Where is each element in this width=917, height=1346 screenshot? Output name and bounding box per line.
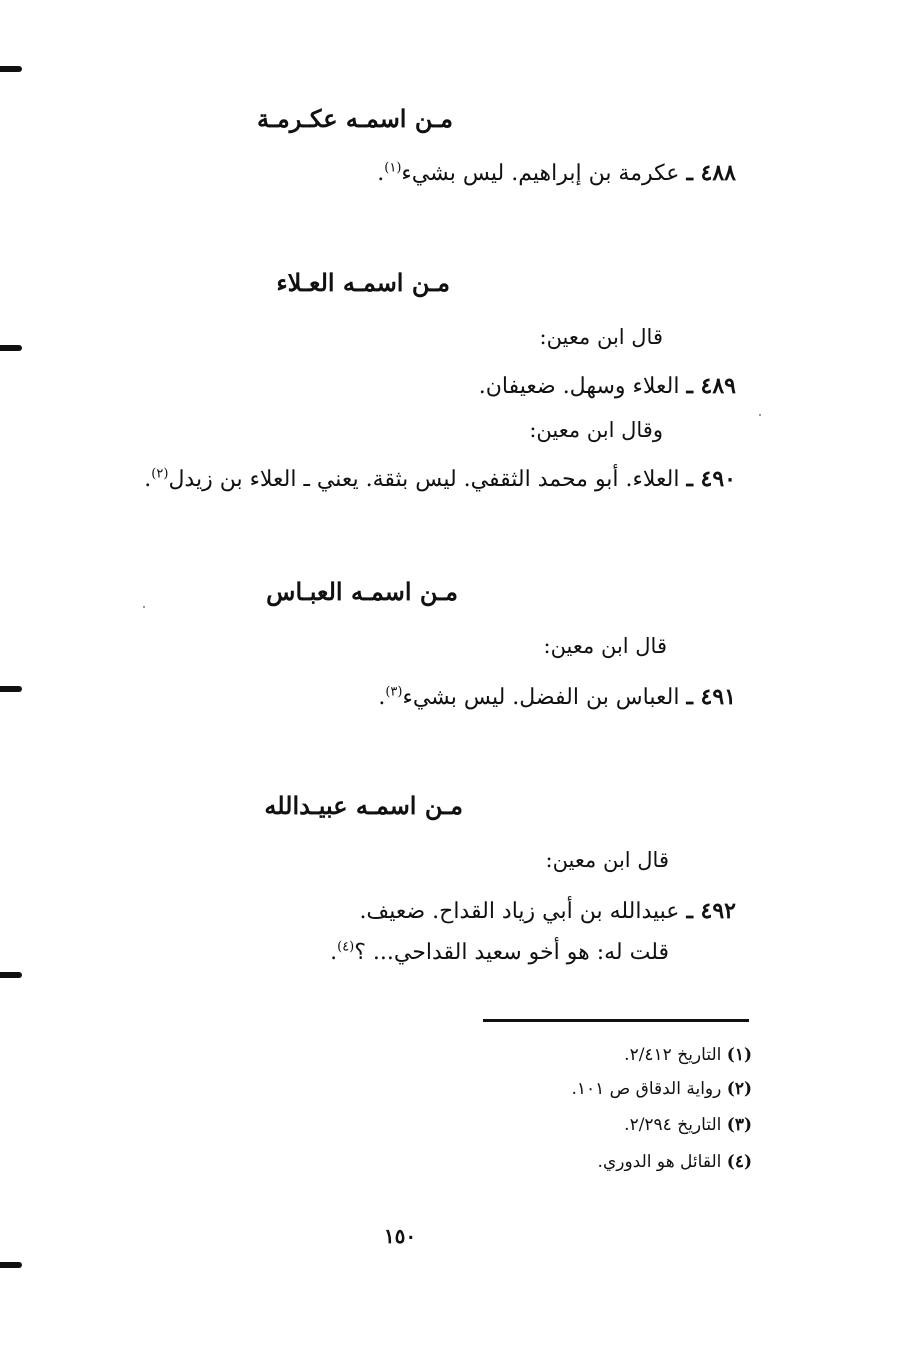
section-heading-ikrima: مـن اسمـه عكـرمـة <box>256 104 453 133</box>
section-heading-ala: مـن اسمـه العـلاء <box>276 268 450 297</box>
footnote-text: التاريخ ٢/٢٩٤. <box>624 1115 722 1135</box>
narrator-intro: قال ابن معين: <box>539 325 663 349</box>
footnote-ref[interactable]: (٤) <box>337 939 355 955</box>
section-heading-ubaydullah: مـن اسمـه عبيـدالله <box>264 791 463 820</box>
note-end: . <box>330 940 338 965</box>
entry-number: ٤٨٨ ـ <box>686 160 736 186</box>
entry-end: . <box>377 161 385 186</box>
entry-492-note <box>330 940 669 965</box>
footnote-4 <box>598 1152 752 1172</box>
entry-490 <box>144 466 736 492</box>
page-number: ١٥٠ <box>383 1224 417 1248</box>
footnote-text: رواية الدقاق ص ١٠١. <box>571 1079 722 1099</box>
footnote-2 <box>571 1079 752 1099</box>
entry-491 <box>378 684 736 710</box>
scan-edge-mark <box>0 972 22 978</box>
footnote-3 <box>624 1115 752 1135</box>
entry-492 <box>359 898 736 924</box>
entry-end: . <box>378 685 386 710</box>
footnote-number: (١) <box>726 1045 752 1065</box>
scan-speck <box>759 414 761 416</box>
entry-number: ٤٨٩ ـ <box>686 373 736 399</box>
footnote-number: (٤) <box>726 1152 752 1172</box>
footnote-separator <box>483 1019 749 1022</box>
entry-number: ٤٩٠ ـ <box>686 466 736 492</box>
scan-speck <box>143 606 145 608</box>
note-text: قلت له: هو أخو سعيد القداحي... ؟ <box>354 940 669 965</box>
entry-number: ٤٩١ ـ <box>686 684 736 710</box>
footnote-text: القائل هو الدوري. <box>597 1152 722 1172</box>
section-heading-abbas: مـن اسمـه العبـاس <box>266 577 458 606</box>
narrator-intro: قال ابن معين: <box>543 634 667 658</box>
scan-edge-mark <box>0 1262 22 1268</box>
scan-edge-mark <box>0 686 22 692</box>
footnote-text: التاريخ ٢/٤١٢. <box>624 1045 722 1065</box>
entry-488 <box>377 160 736 186</box>
entry-text: عكرمة بن إبراهيم. ليس بشيء <box>401 161 680 186</box>
entry-text: عبيدالله بن أبي زياد القداح. ضعيف. <box>359 899 680 924</box>
entry-text: العلاء وسهل. ضعيفان. <box>478 374 680 399</box>
scan-edge-mark <box>0 66 22 72</box>
footnote-1 <box>624 1045 752 1065</box>
narrator-intro: قال ابن معين: <box>545 848 669 872</box>
narrator-intro: وقال ابن معين: <box>529 418 663 442</box>
entry-text: العباس بن الفضل. ليس بشيء <box>402 685 680 710</box>
footnote-number: (٢) <box>726 1079 752 1099</box>
footnote-ref[interactable]: (٣) <box>385 684 403 700</box>
entry-number: ٤٩٢ ـ <box>686 898 736 924</box>
entry-489 <box>479 373 736 399</box>
footnote-ref[interactable]: (٢) <box>151 466 169 482</box>
scan-edge-mark <box>0 345 22 351</box>
entry-end: . <box>144 467 152 492</box>
footnote-number: (٣) <box>726 1115 752 1135</box>
entry-text: العلاء. أبو محمد الثقفي. ليس بثقة. يعني ـ العلاء بن زيدل <box>168 467 680 492</box>
footnote-ref[interactable]: (١) <box>384 160 402 176</box>
